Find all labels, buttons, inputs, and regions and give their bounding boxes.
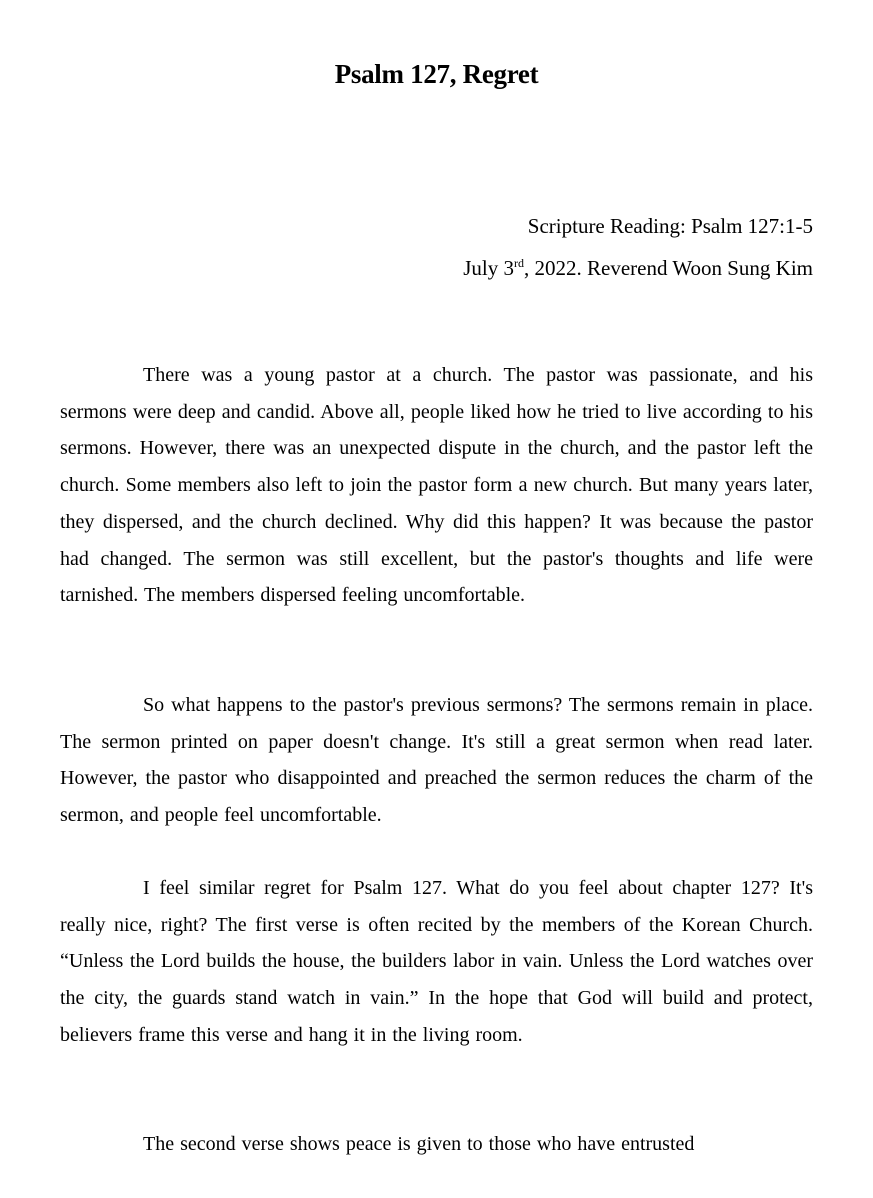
date-rest: , 2022. Reverend Woon Sung Kim bbox=[524, 256, 813, 280]
paragraph-1: There was a young pastor at a church. The pastor was passionate, and his sermons were deep and candid. Above all, people liked how he tried to live according to his sermons. However, there was an unexpected dispute in the church, and the pastor left the church. Some members also left to join the pastor form a new church. But many years later, they dispersed, and the church declined. Why did this happen? It was because the pastor had changed. The sermon was still excellent, but the pastor's thoughts and life were tarnished. The members dispersed feeling uncomfortable. bbox=[60, 364, 813, 607]
sermon-date-author bbox=[463, 247, 813, 289]
paragraph-4: The second verse shows peace is given to those who have entrusted bbox=[143, 1133, 695, 1155]
date-month-day: July 3 bbox=[463, 256, 514, 280]
date-suffix: rd bbox=[514, 256, 524, 270]
sermon-meta bbox=[463, 205, 813, 289]
paragraph-3: I feel similar regret for Psalm 127. What do you feel about chapter 127? It's really nice, right? The first verse is often recited by the members of the Korean Church. “Unless the Lord builds the house, the builders labor in vain. Unless the Lord watches over the city, the guards stand watch in vain.” In the hope that God will build and protect, believers frame this verse and hang it in the living room. bbox=[60, 877, 813, 1046]
scripture-reading: Scripture Reading: Psalm 127:1-5 bbox=[527, 214, 813, 238]
document-title: Psalm 127, Regret bbox=[334, 59, 539, 89]
paragraph-2: So what happens to the pastor's previous sermons? The sermons remain in place. The sermon printed on paper doesn't change. It's still a great sermon when read later. However, the pastor who disappointed and preached the sermon reduces the charm of the sermon, and people feel uncomfortable. bbox=[60, 694, 813, 827]
